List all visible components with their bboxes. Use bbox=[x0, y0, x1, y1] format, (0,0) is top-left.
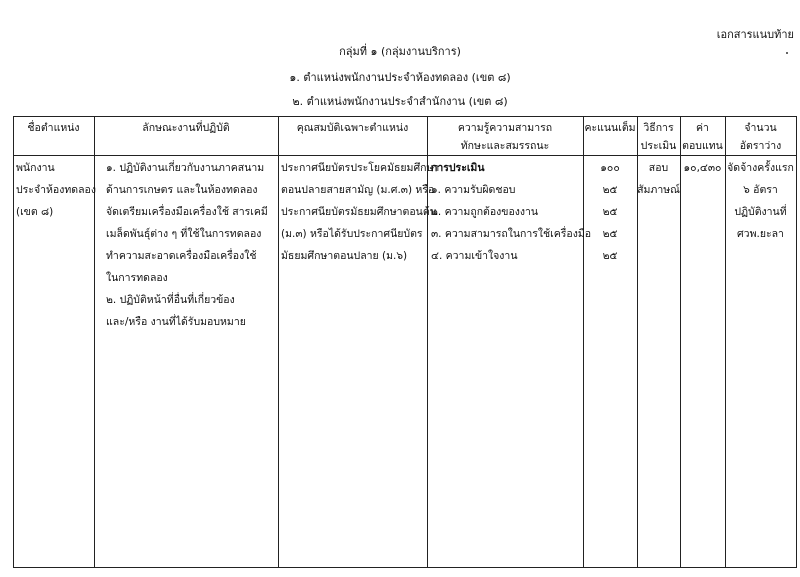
header-knowledge-line2: ทักษะและสมรรถนะ bbox=[460, 140, 550, 152]
evaluation-item: ๑. ความรับผิดชอบ bbox=[431, 184, 516, 196]
recruitment-table bbox=[13, 116, 797, 568]
attachment-label: เอกสารแนบท้าย bbox=[716, 28, 794, 41]
header-qualifications: คุณสมบัติเฉพาะตำแหน่ง bbox=[296, 122, 409, 134]
duty-line: ๑. ปฏิบัติงานเกี่ยวกับงานภาคสนาม bbox=[106, 162, 265, 174]
qualification-line: ตอนปลายสายสามัญ (ม.ศ.๓) หรือ bbox=[281, 184, 435, 196]
wage-value: ๑๐,๔๓๐ bbox=[683, 162, 722, 174]
vacancy-line: ๖ อัตรา bbox=[743, 184, 778, 196]
score-item: ๒๕ bbox=[602, 184, 618, 196]
col-border bbox=[796, 116, 797, 568]
header-position-name: ชื่อตำแหน่ง bbox=[27, 122, 80, 134]
position-title-1: ๑. ตำแหน่งพนักงานประจำห้องทดลอง (เขต ๘) bbox=[289, 71, 511, 84]
duty-line: และ/หรือ งานที่ได้รับมอบหมาย bbox=[106, 316, 246, 328]
header-vacancies-line1: จำนวน bbox=[744, 122, 777, 134]
score-item: ๒๕ bbox=[602, 228, 618, 240]
evaluation-item: ๔. ความเข้าใจงาน bbox=[431, 250, 518, 262]
header-full-score: คะแนนเต็ม bbox=[584, 122, 636, 134]
col-border bbox=[13, 116, 14, 568]
header-wage-line2: ตอบแทน bbox=[682, 140, 723, 152]
duty-line: เมล็ดพันธุ์ต่าง ๆ ที่ใช้ในการทดลอง bbox=[106, 228, 262, 240]
qualification-line: มัธยมศึกษาตอนปลาย (ม.๖) bbox=[281, 250, 408, 262]
header-knowledge-line1: ความรู้ความสามารถ bbox=[457, 122, 553, 134]
evaluation-item: ๒. ความถูกต้องของงาน bbox=[431, 206, 539, 218]
header-wage-line1: ค่า bbox=[696, 122, 709, 134]
method-line: สอบ bbox=[648, 162, 669, 174]
header-duties: ลักษณะงานที่ปฏิบัติ bbox=[142, 122, 230, 134]
duty-line: ในการทดลอง bbox=[106, 272, 168, 284]
method-line: สัมภาษณ์ bbox=[637, 184, 680, 196]
evaluation-title: การประเมิน bbox=[431, 162, 485, 174]
qualification-line: ประกาศนียบัตรมัธยมศึกษาตอนต้น bbox=[281, 206, 437, 218]
score-item: ๒๕ bbox=[602, 250, 618, 262]
header-method-line2: ประเมิน bbox=[640, 140, 677, 152]
duty-line: ทำความสะอาดเครื่องมือเครื่องใช้ bbox=[106, 250, 257, 262]
col-border bbox=[680, 116, 681, 568]
position-name-line: (เขต ๘) bbox=[16, 206, 54, 218]
scan-speck bbox=[786, 52, 788, 54]
qualification-line: ประกาศนียบัตรประโยคมัธยมศึกษา bbox=[281, 162, 440, 174]
evaluation-item: ๓. ความสามารถในการใช้เครื่องมือ bbox=[431, 228, 592, 240]
header-method-line1: วิธีการ bbox=[643, 122, 674, 134]
vacancy-line: ปฏิบัติงานที่ bbox=[734, 206, 787, 218]
duty-line: ด้านการเกษตร และในห้องทดลอง bbox=[106, 184, 258, 196]
vacancy-line: ศวพ.ยะลา bbox=[737, 228, 784, 240]
position-title-2: ๒. ตำแหน่งพนักงานประจำสำนักงาน (เขต ๘) bbox=[292, 95, 508, 108]
score-total: ๑๐๐ bbox=[600, 162, 620, 174]
position-name-line: พนักงาน bbox=[16, 162, 55, 174]
duty-line: ๒. ปฏิบัติหน้าที่อื่นที่เกี่ยวข้อง bbox=[106, 294, 235, 306]
duty-line: จัดเตรียมเครื่องมือเครื่องใช้ สารเคมี bbox=[106, 206, 268, 218]
vacancy-line: จัดจ้างครั้งแรก bbox=[727, 162, 794, 174]
score-item: ๒๕ bbox=[602, 206, 618, 218]
col-border bbox=[278, 116, 279, 568]
header-vacancies-line2: อัตราว่าง bbox=[739, 140, 782, 152]
qualification-line: (ม.๓) หรือได้รับประกาศนียบัตร bbox=[281, 228, 423, 240]
position-name-line: ประจำห้องทดลอง bbox=[16, 184, 96, 196]
group-title: กลุ่มที่ ๑ (กลุ่มงานบริการ) bbox=[339, 45, 461, 58]
